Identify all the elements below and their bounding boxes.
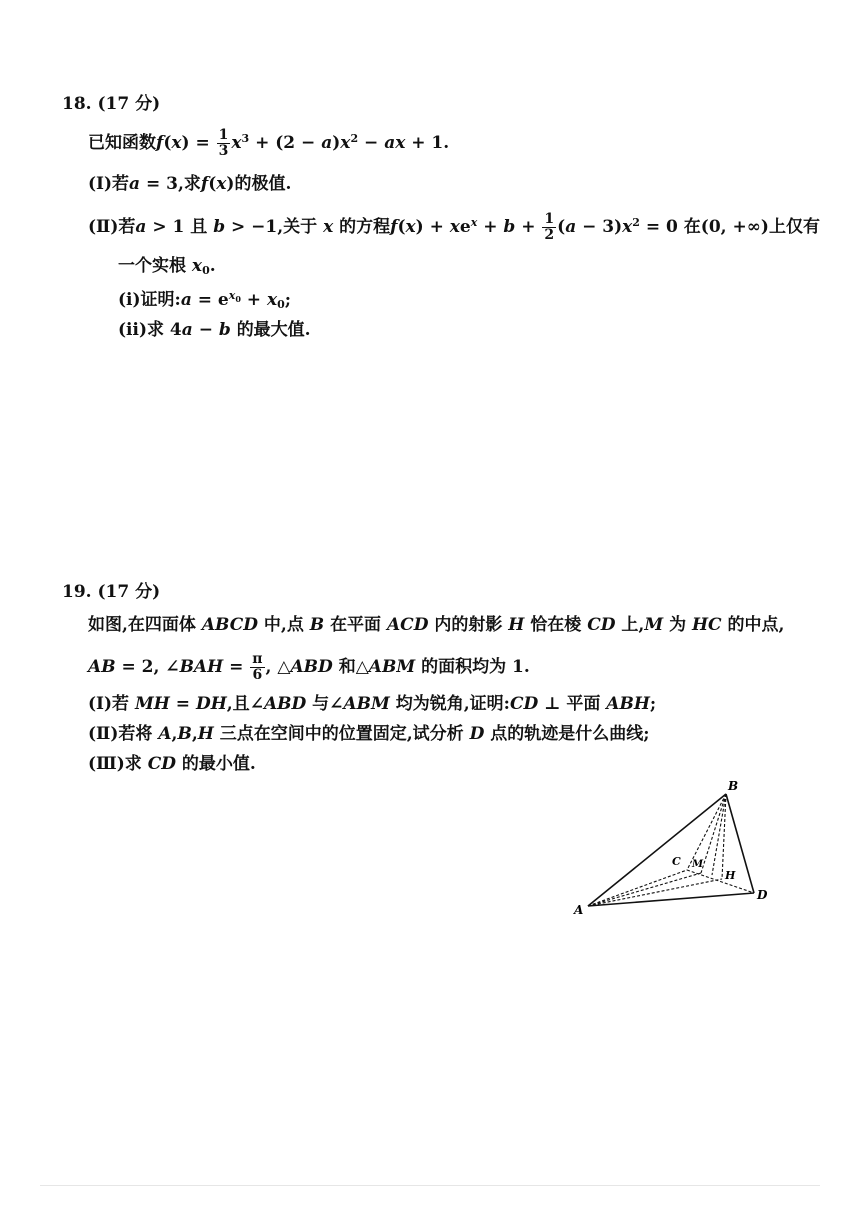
footer-divider [40,1185,820,1186]
q19-line2: AB = 2, ∠BAH = $\frac{\pi}{6}$ , △ABD 和△ABM 的面积均为 1. [88,651,530,683]
q19-line1: 如图,在四面体 ABCD 中,点 B 在平面 ACD 内的射影 H 恰在棱 CD 上,M 为 HC 的中点, [88,615,785,635]
q18-sub1: (ⅰ)证明:a = $e^{x_0} + x_0$; [118,289,292,311]
q18-sub2: (ⅱ)求 4a − b 的最大值. [118,320,311,340]
edge-AC [588,870,687,906]
q18-part1: (Ⅰ)若a = 3,求f(x)的极值. [88,174,292,194]
q19-number: 19. (17 分) [62,582,161,602]
q19-part1: (Ⅰ)若 MH = DH,且∠ABD 与∠ABM 均为锐角,证明:CD ⊥ 平面 ABH; [88,694,657,714]
edge-CD [687,870,754,893]
q19-part2: (Ⅱ)若将 A,B,H 三点在空间中的位置固定,试分析 D 点的轨迹是什么曲线; [88,724,650,744]
label-H: H [725,869,736,882]
q19-part3: (Ⅲ)求 CD 的最小值. [88,754,256,774]
edge-AB [588,794,726,906]
q18-part2-cont: 一个实根 $x_0$. [118,256,216,277]
edge-AH [588,879,722,906]
label-C: C [672,855,681,868]
label-A: A [574,903,584,917]
label-D: D [757,888,768,902]
label-M: M [692,859,704,870]
q18-stem: 已知函数f(x) = $\frac{1}{3}$ $x^3 + (2 - a)x^2$ − ax + 1. [88,127,450,159]
edge-BM [701,794,726,873]
label-B: B [728,779,739,793]
q18-number: 18. (17 分) [62,94,161,114]
tetrahedron-figure [560,775,790,925]
q18-part2: (Ⅱ)若a > 1 且 b > −1,关于 x 的方程$f(x) + xe^x + b$ + $\frac{1}{2}$ $(a - 3)x^2 = 0$ 在(0, +∞)上仅有 [88,211,820,243]
edge-AD [588,893,754,906]
